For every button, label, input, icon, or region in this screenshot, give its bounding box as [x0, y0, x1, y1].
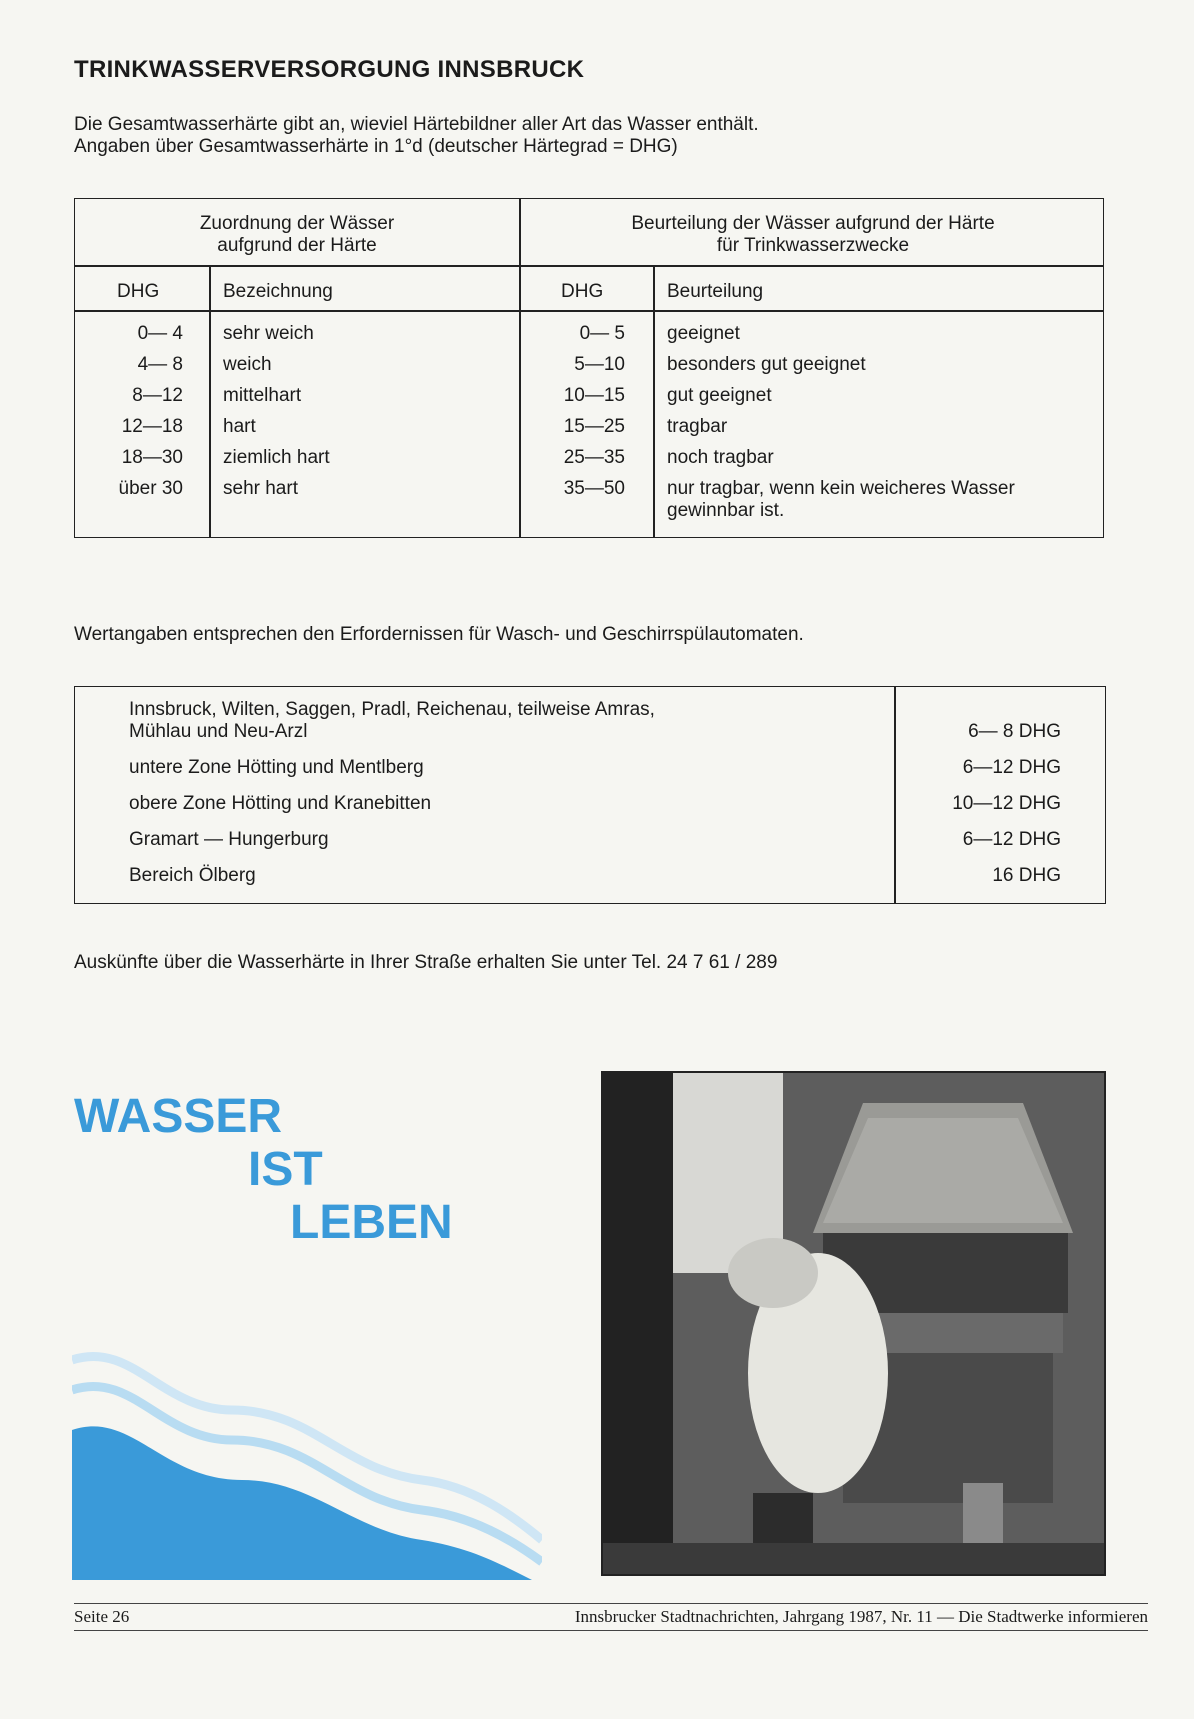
table-cell: mittelhart [223, 385, 302, 406]
table-cell: 4— 8 [137, 354, 183, 375]
district-value: 6— 8 DHG [968, 721, 1061, 742]
table-cell: 35—50 [563, 478, 625, 499]
table-divider [209, 265, 211, 537]
table-cell: sehr hart [223, 478, 298, 499]
intro-line-1: Die Gesamtwasserhärte gibt an, wieviel Härtebildner aller Art das Wasser enthält. [74, 114, 759, 135]
table-cell: 15—25 [563, 416, 625, 437]
column-header: Beurteilung [667, 281, 764, 302]
group-header-right: Beurteilung der Wässer aufgrund der Härte für Trinkwasserzwecke [631, 213, 995, 256]
publication-line: Innsbrucker Stadtnachrichten, Jahrgang 1987, Nr. 11 — Die Stadtwerke informieren [574, 1607, 1148, 1626]
table-divider [894, 687, 896, 903]
district-value: 6—12 DHG [962, 757, 1061, 778]
intro-text [74, 114, 1094, 158]
table-cell: 12—18 [121, 416, 183, 437]
hardness-table [74, 198, 1104, 538]
table-cell: ziemlich hart [223, 447, 330, 468]
district-value: 6—12 DHG [962, 829, 1061, 850]
slogan-word-2: IST [248, 1143, 323, 1196]
table-cell: gewinnbar ist. [667, 500, 785, 521]
contact-note: Auskünfte über die Wasserhärte in Ihrer Straße erhalten Sie unter Tel. 24 7 61 / 289 [74, 952, 778, 973]
table-cell: 10—15 [563, 385, 625, 406]
water-waves-graphic [72, 1340, 542, 1580]
table-cell: 0— 5 [579, 323, 625, 344]
table-cell: 8—12 [132, 385, 183, 406]
table-cell: über 30 [118, 478, 183, 499]
district-name: Bereich Ölberg [129, 865, 256, 886]
table-divider [75, 310, 1103, 312]
district-value: 16 DHG [992, 865, 1061, 886]
footer-rule-bottom [74, 1630, 1148, 1631]
table-cell: 5—10 [574, 354, 625, 375]
column-header: DHG [117, 281, 160, 302]
table-cell: tragbar [667, 416, 728, 437]
district-name: obere Zone Hötting und Kranebitten [129, 793, 432, 814]
page-number: Seite 26 [74, 1607, 130, 1626]
district-name: Gramart — Hungerburg [129, 829, 329, 850]
table-cell: 18—30 [121, 447, 183, 468]
district-name: untere Zone Hötting und Mentlberg [129, 757, 424, 778]
table-cell: 25—35 [563, 447, 625, 468]
table-cell: nur tragbar, wenn kein weicheres Wasser [667, 478, 1015, 499]
column-header: Bezeichnung [223, 281, 333, 302]
column-header: DHG [561, 281, 604, 302]
group-header-left: Zuordnung der Wässer aufgrund der Härte [199, 213, 395, 256]
table-cell: besonders gut geeignet [667, 354, 866, 375]
district-value: 10—12 DHG [952, 793, 1061, 814]
table-cell: weich [223, 354, 272, 375]
slogan-word-1: WASSER [74, 1090, 283, 1143]
table-cell: 0— 4 [137, 323, 183, 344]
district-table [74, 686, 1106, 904]
table-cell: hart [223, 416, 256, 437]
slogan-word-3: LEBEN [290, 1196, 453, 1249]
table-divider [75, 265, 1103, 267]
district-name: Innsbruck, Wilten, Saggen, Pradl, Reichenau, teilweise Amras, Mühlau und Neu-Arzl [129, 699, 655, 742]
table-divider [653, 265, 655, 537]
footer-rule-top [74, 1603, 1148, 1604]
table-cell: gut geeignet [667, 385, 772, 406]
table-cell: geeignet [667, 323, 740, 344]
page-title: TRINKWASSERVERSORGUNG INNSBRUCK [74, 56, 585, 83]
photo-golden-roof [601, 1071, 1106, 1576]
intro-line-2: Angaben über Gesamtwasserhärte in 1°d (deutscher Härtegrad = DHG) [74, 136, 678, 157]
table-cell: noch tragbar [667, 447, 774, 468]
table-cell: sehr weich [223, 323, 314, 344]
note-text: Wertangaben entsprechen den Erfordernissen für Wasch- und Geschirrspülautomaten. [74, 624, 804, 645]
